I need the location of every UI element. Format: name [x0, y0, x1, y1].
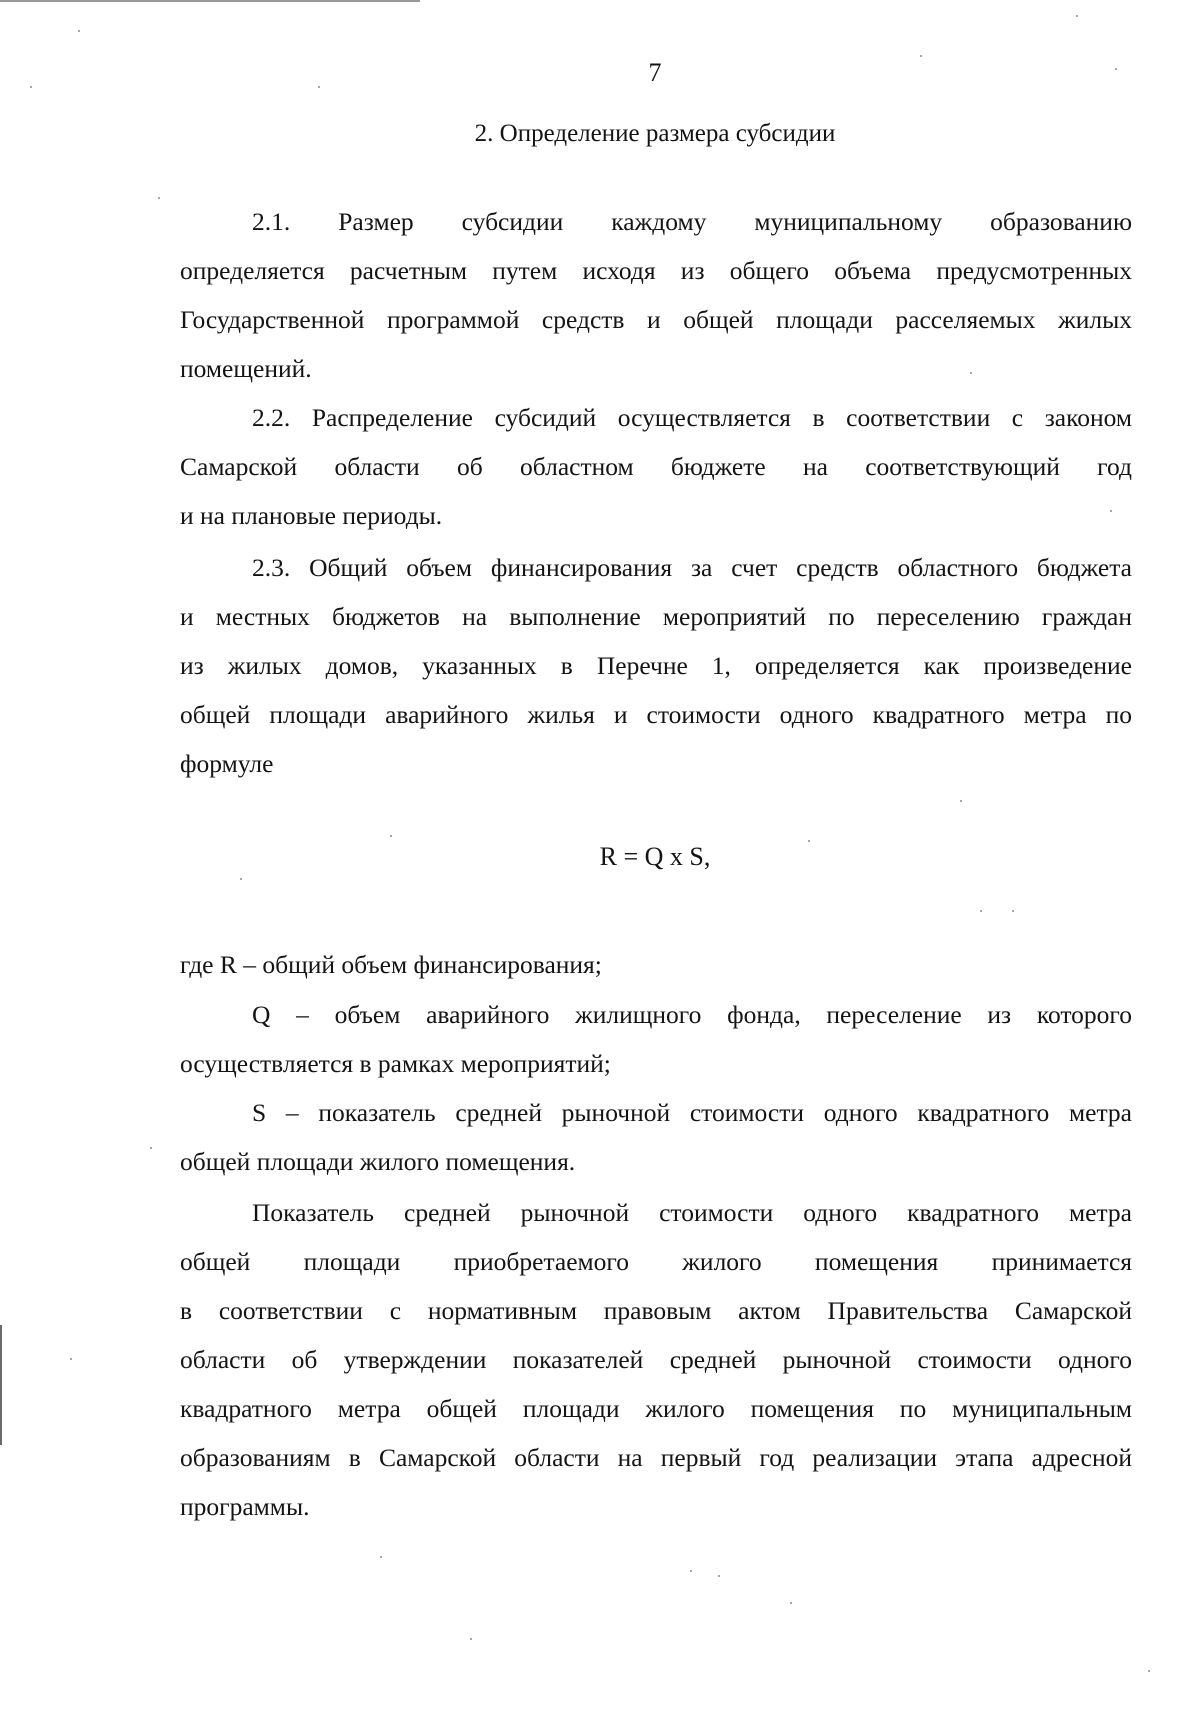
- scan-speck: [78, 30, 80, 32]
- text-line: и местных бюджетов на выполнение мероприятий по переселению граждан: [180, 602, 1132, 631]
- text-line: общей площади аварийного жилья и стоимости одного квадратного метра по: [180, 700, 1132, 729]
- scan-speck: [70, 1358, 72, 1360]
- text-line: где R – общий объем финансирования;: [180, 950, 602, 979]
- scan-edge-left: [0, 1325, 2, 1445]
- scan-speck: [158, 197, 160, 199]
- formula-legend-s: [180, 1088, 1132, 1186]
- scan-speck: [380, 1556, 382, 1558]
- scan-speck: [1076, 15, 1078, 17]
- text-line: Самарской области об областном бюджете на соответствующий год: [180, 452, 1132, 481]
- text-line: в соответствии с нормативным правовым актом Правительства Самарской: [180, 1296, 1132, 1325]
- paragraph-2-3: [180, 543, 1132, 788]
- text-line: 2.3. Общий объем финансирования за счет средств областного бюджета: [252, 553, 1132, 582]
- scan-speck: [960, 800, 962, 802]
- scan-speck: [920, 55, 922, 57]
- text-line: формуле: [180, 749, 274, 778]
- formula-legend-q: [180, 990, 1132, 1088]
- text-line: Показатель средней рыночной стоимости одного квадратного метра: [252, 1198, 1132, 1227]
- formula: R = Q x S,: [599, 842, 711, 871]
- scan-speck: [690, 1570, 692, 1572]
- text-line: Государственной программой средств и общей площади расселяемых жилых: [180, 305, 1132, 334]
- text-line: 2.2. Распределение субсидий осуществляется в соответствии с законом: [252, 403, 1132, 432]
- formula-legend-r: [180, 940, 1132, 989]
- scan-speck: [980, 910, 982, 912]
- text-line: S – показатель средней рыночной стоимости одного квадратного метра: [252, 1098, 1132, 1127]
- scan-speck: [150, 1147, 152, 1149]
- scan-speck: [718, 1575, 720, 1577]
- scan-speck: [470, 1638, 472, 1640]
- text-line: 2.1. Размер субсидии каждому муниципальному образованию: [252, 207, 1132, 236]
- scan-edge-top: [0, 0, 420, 2]
- text-line: квадратного метра общей площади жилого помещения по муниципальным: [180, 1394, 1132, 1423]
- text-line: Q – объем аварийного жилищного фонда, переселение из которого: [252, 1000, 1132, 1029]
- scan-speck: [390, 835, 392, 837]
- text-line: помещений.: [180, 354, 312, 383]
- text-line: и на плановые периоды.: [180, 501, 443, 530]
- paragraph-indicator: [180, 1188, 1132, 1531]
- page-number: 7: [648, 58, 662, 87]
- text-line: программы.: [180, 1492, 310, 1521]
- text-line: общей площади приобретаемого жилого помещения принимается: [180, 1247, 1132, 1276]
- scan-speck: [1148, 1670, 1150, 1672]
- text-line: осуществляется в рамках мероприятий;: [180, 1049, 611, 1078]
- scan-speck: [790, 1602, 792, 1604]
- text-line: общей площади жилого помещения.: [180, 1147, 576, 1176]
- text-line: определяется расчетным путем исходя из общего объема предусмотренных: [180, 256, 1132, 285]
- scan-speck: [240, 878, 242, 880]
- section-heading: 2. Определение размера субсидии: [474, 120, 836, 147]
- scan-speck: [1012, 910, 1014, 912]
- paragraph-2-2: [180, 393, 1132, 540]
- paragraph-2-1: [180, 197, 1132, 393]
- text-line: из жилых домов, указанных в Перечне 1, определяется как произведение: [180, 651, 1132, 680]
- text-line: области об утверждении показателей средней рыночной стоимости одного: [180, 1345, 1132, 1374]
- text-line: образованиям в Самарской области на первый год реализации этапа адресной: [180, 1443, 1132, 1472]
